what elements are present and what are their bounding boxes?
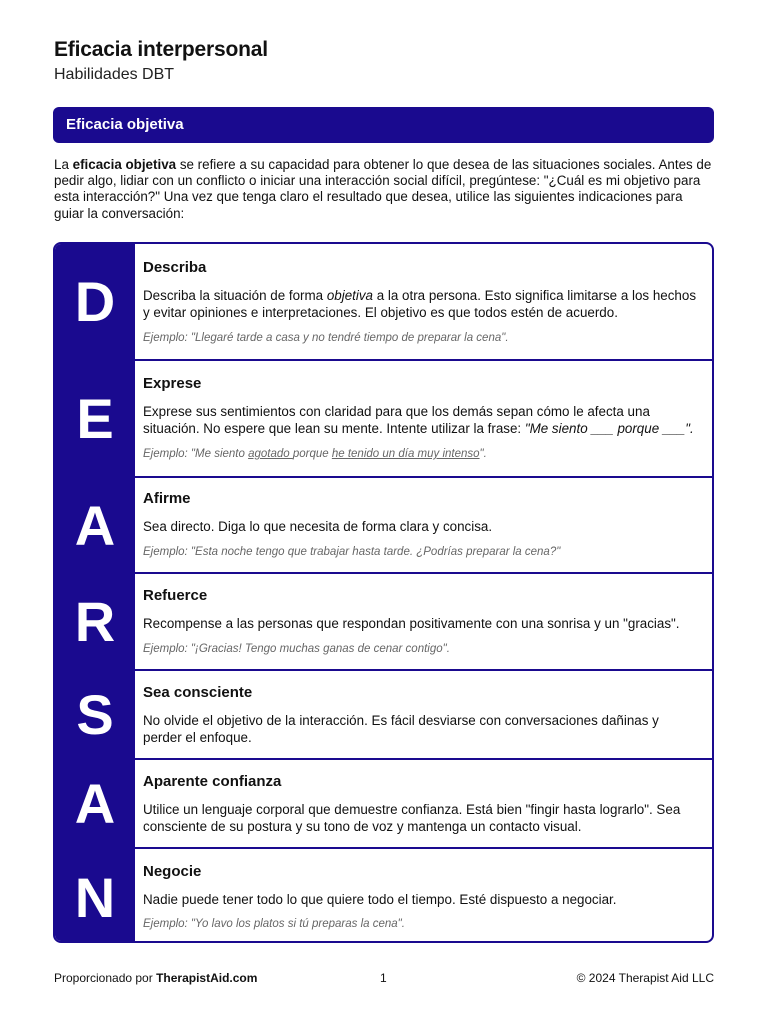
section-title: Eficacia objetiva [66,116,184,133]
row-letter: S [55,671,135,758]
row-content [135,760,712,847]
footer-provider [54,971,257,985]
footer-copyright: © 2024 Therapist Aid LLC [576,971,714,985]
row-title: Exprese [143,375,202,392]
row-title: Refuerce [143,587,208,604]
row-example-text: ". [479,448,487,460]
row-content [135,849,712,943]
row-letter: R [55,574,135,669]
dearsan-table [53,242,714,943]
row-description: Sea directo. Diga lo que necesita de forma clara y concisa. [143,519,493,534]
table-row [55,572,712,669]
row-content [135,244,712,359]
row-example-underlined: agotado [248,448,293,460]
intro-paragraph [54,157,716,222]
row-description: Utilice un lenguaje corporal que demuestre confianza. Está bien "fingir hasta lograrlo". Sea consciente de su postura y su tono de voz y mantenga un contacto visual. [143,802,681,834]
row-example-text: Ejemplo: "Me siento [143,448,249,460]
row-content [135,361,712,476]
intro-bold: eficacia objetiva [72,157,177,172]
row-title: Sea consciente [143,684,253,701]
intro-text: se refiere a su capacidad para obtener lo que desea de las situaciones sociales. Antes de pedir algo, lidiar con un conflicto o iniciar una interacción social difícil, pregúntese: "¿Cuál es mi objetivo para esta interacción?" Una vez que tenga claro el resultado que desea, utilice las siguientes indicaciones para guiar la conversación: [54,157,712,221]
row-letter: A [55,760,135,847]
row-letter: D [55,244,135,359]
page-title: Eficacia interpersonal [54,38,268,61]
row-description: Nadie puede tener todo lo que quiere todo el tiempo. Esté dispuesto a negociar. [143,892,617,907]
row-title: Aparente confianza [143,773,282,790]
row-description-emphasis: objetiva [326,288,373,303]
table-row [55,669,712,758]
row-example: Ejemplo: "Esta noche tengo que trabajar hasta tarde. ¿Podrías preparar la cena?" [143,546,561,558]
row-example: Ejemplo: "Llegaré tarde a casa y no tendré tiempo de preparar la cena". [143,332,509,344]
row-description: Recompense a las personas que respondan positivamente con una sonrisa y un "gracias". [143,616,680,631]
row-description [143,288,698,321]
row-title: Negocie [143,863,202,880]
row-content [135,574,712,669]
page-number: 1 [380,971,387,985]
footer-provider-label: Proporcionado por [54,971,157,985]
row-description-text: Exprese sus sentimientos con claridad para que los demás sepan cómo le afecta una situación. No espere que lean su mente. Intente utilizar la frase: [143,404,650,436]
intro-prefix: La [54,157,73,172]
row-title: Describa [143,259,207,276]
row-example-text: porque [292,448,332,460]
row-content [135,671,712,758]
footer-site-link[interactable]: TherapistAid.com [156,971,258,985]
row-content [135,478,712,572]
row-title: Afirme [143,490,191,507]
row-example-underlined: he tenido un día muy intenso [331,448,480,460]
row-description-text: Describa la situación de forma [143,288,327,303]
row-description: No olvide el objetivo de la interacción. Es fácil desviarse con conversaciones dañinas y perder el enfoque. [143,713,659,745]
row-example: Ejemplo: "Yo lavo los platos si tú preparas la cena". [143,918,405,930]
row-example [143,448,698,460]
row-description-text: a la otra persona. Esto significa limitarse a los hechos y evitar opiniones e interpretaciones. El objetivo es que todos estén de acuerdo. [143,288,697,320]
row-example: Ejemplo: "¡Gracias! Tengo muchas ganas de cenar contigo". [143,643,450,655]
row-description-emphasis: "Me siento ___ porque ___". [524,420,694,436]
table-row [55,244,712,359]
row-letter: N [55,849,135,943]
table-row [55,476,712,572]
row-letter: E [55,361,135,476]
row-letter: A [55,478,135,572]
table-row [55,359,712,476]
table-row [55,758,712,847]
page-subtitle: Habilidades DBT [54,66,175,83]
table-row [55,847,712,943]
section-header [53,107,714,143]
row-description [143,404,698,437]
